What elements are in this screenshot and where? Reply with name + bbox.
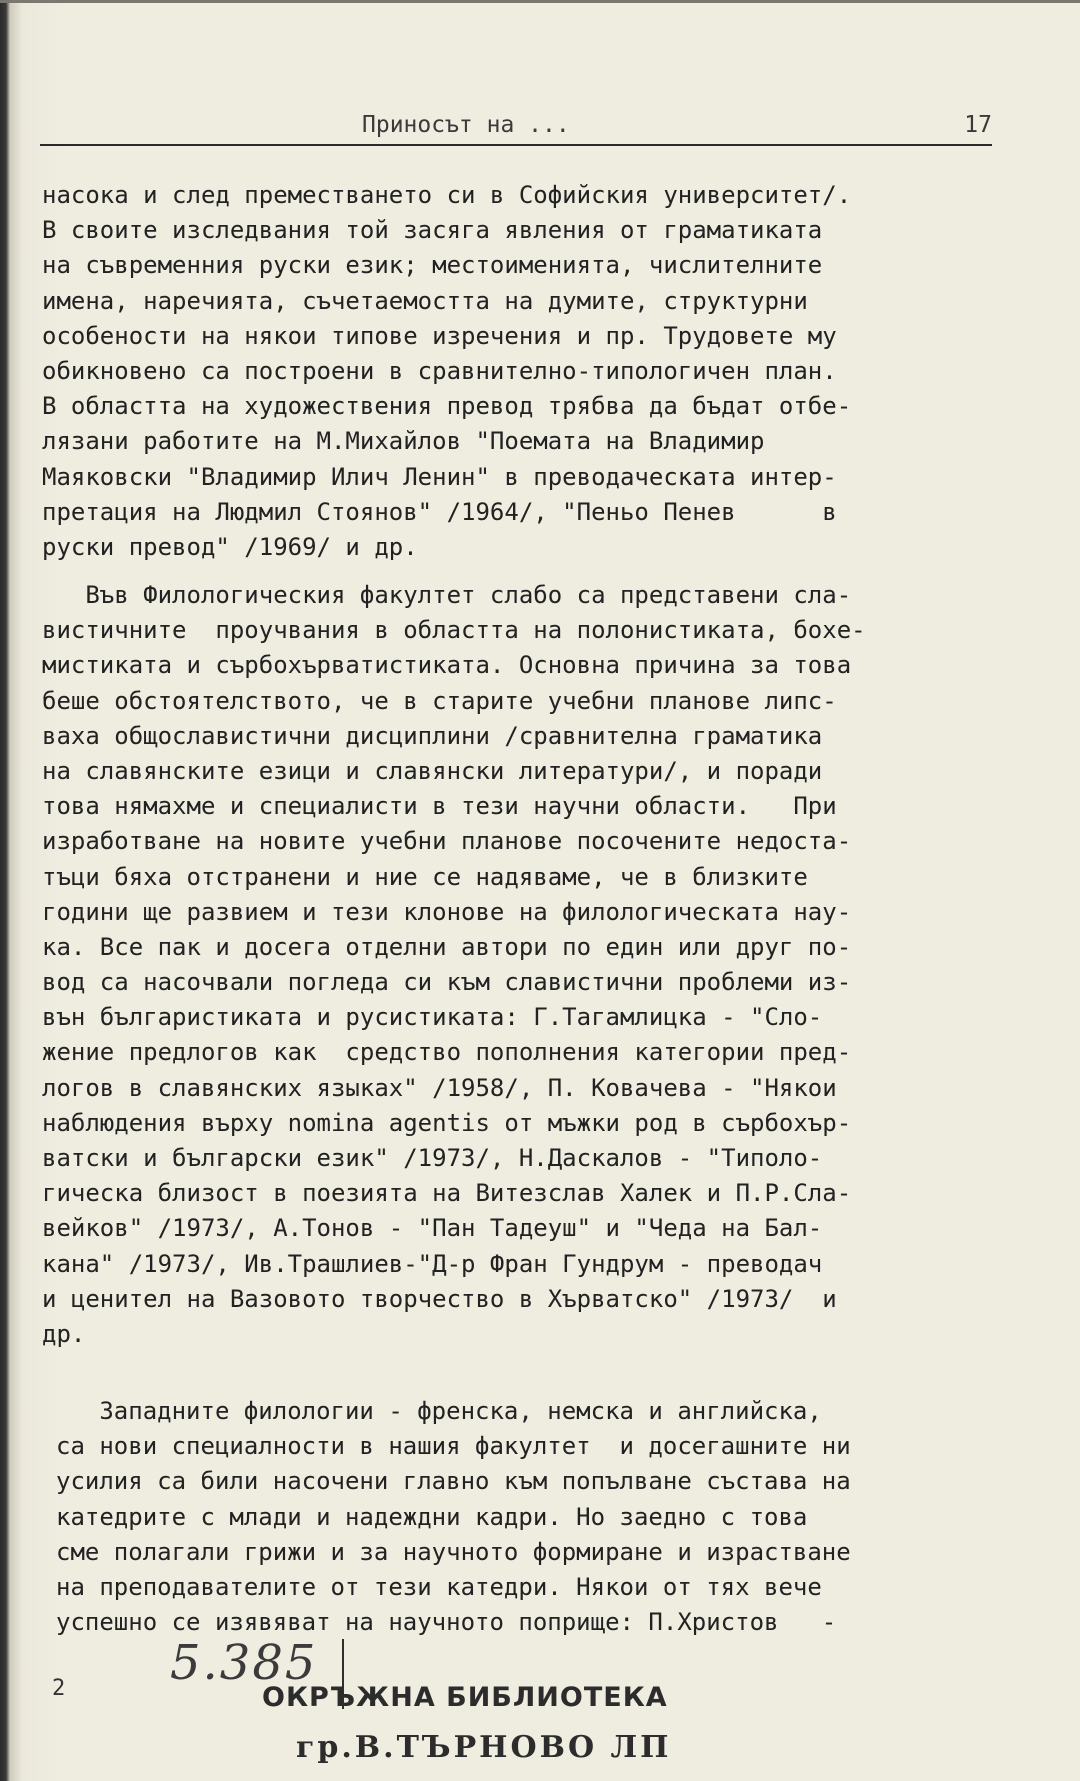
text-line: беше обстоятелството, че в старите учебни планове липс- — [42, 686, 837, 715]
text-line: усилия са били насочени главно към попълване състава на — [56, 1467, 851, 1496]
text-line: претация на Людмил Стоянов" /1964/, "Пеньо Пенев в — [42, 497, 837, 526]
text-line: вистичните проучвания в областта на полонистиката, бохе- — [42, 616, 866, 645]
text-line: руски превод" /1969/ и др. — [42, 532, 418, 561]
text-line: това нямахме и специалисти в тези научни области. При — [42, 792, 837, 821]
text-line: насока и след преместването си в Софийския университет/. — [42, 181, 852, 209]
text-line: мистиката и сърбохърватистиката. Основна причина за това — [42, 651, 852, 680]
text-line: изработване на новите учебни планове посочените недоста- — [42, 827, 852, 856]
text-line: логов в славянских языках" /1958/, П. Ковачева - "Някои — [42, 1073, 837, 1102]
text-line: вод са насочвали погледа си към славистични проблеми из- — [42, 968, 852, 997]
text-line: кана" /1973/, Ив.Трашлиев-"Д-р Фран Гундрум - преводач — [42, 1249, 823, 1278]
text-line: вейков" /1973/, А.Тонов - "Пан Тадеуш" и "Чеда на Бал- — [42, 1214, 823, 1243]
text-line: на славянските езици и славянски литератури/, и поради — [42, 756, 823, 785]
header-title: Приносът на ... — [362, 112, 570, 138]
stamp-line-1: ОКРЪЖНА БИБЛИОТЕКА — [262, 1682, 668, 1713]
footnote-number: 2 — [52, 1676, 66, 1701]
stamp-line-2: гр.В.ТЪРНОВО ЛП — [296, 1730, 672, 1765]
text-line: са нови специалности в нашия факултет и досегашните ни — [56, 1432, 851, 1461]
paragraph-3 — [56, 1394, 1016, 1640]
text-line: обикновено са построени в сравнително-типологичен план. — [42, 356, 837, 385]
paragraph-2 — [42, 578, 1002, 1352]
text-line: години ще развием и тези клонове на филологическата нау- — [42, 897, 852, 926]
text-line: наблюдения върху nomina agentis от мъжки род в сърбохър- — [42, 1108, 852, 1137]
text-line: тъци бяха отстранени и ние се надяваме, че в близките — [42, 862, 808, 891]
text-line: Във Филологическия факултет слабо са представени сла- — [42, 581, 852, 609]
text-line: др. — [42, 1319, 86, 1348]
text-line: Западните филологии - френска, немска и английска, — [56, 1397, 822, 1425]
handwritten-inventory-number: 5.385 — [170, 1635, 318, 1691]
library-stamp — [170, 1635, 710, 1781]
text-line: успешно се изявяват на научното поприще: П.Христов - — [56, 1608, 837, 1637]
page-top-edge — [0, 0, 1080, 3]
text-line: лязани работите на М.Михайлов "Поемата на Владимир — [42, 427, 765, 456]
text-line: имена, наречията, съчетаемостта на думите, структурни — [42, 286, 808, 315]
text-line: ваха общославистични дисциплини /сравнителна граматика — [42, 721, 823, 750]
paragraph-1 — [42, 178, 1002, 565]
text-line: ка. Все пак и досега отделни автори по един или друг по- — [42, 932, 852, 961]
text-line: и ценител на Вазовото творчество в Хърватско" /1973/ и — [42, 1284, 837, 1313]
text-line: на съвременния руски език; местоименията, числителните — [42, 251, 823, 280]
text-line: катедрите с млади и надеждни кадри. Но заедно с това — [56, 1502, 808, 1531]
text-line: на преподавателите от тези катедри. Някои от тях вече — [56, 1572, 822, 1601]
running-header — [40, 112, 992, 142]
text-line: жение предлогов как средство пополнения категории пред- — [42, 1038, 852, 1067]
text-line: особености на някои типове изречения и пр. Трудовете му — [42, 321, 837, 350]
text-line: вън българистиката и русистиката: Г.Тагамлицка - "Сло- — [42, 1003, 823, 1032]
text-line: гическа близост в поезията на Витезслав Халек и П.Р.Сла- — [42, 1179, 852, 1208]
text-line: Маяковски "Владимир Илич Ленин" в преводаческата интер- — [42, 462, 837, 491]
text-line: ватски и български език" /1973/, Н.Даскалов - "Типоло- — [42, 1144, 823, 1172]
page-number: 17 — [964, 112, 992, 138]
text-line: В областта на художествения превод трябва да бъдат отбе- — [42, 392, 852, 421]
text-line: сме полагали грижи и за научното формиране и израстване — [56, 1537, 851, 1566]
header-rule — [40, 144, 992, 146]
text-line: В своите изследвания той засяга явления от граматиката — [42, 216, 823, 245]
